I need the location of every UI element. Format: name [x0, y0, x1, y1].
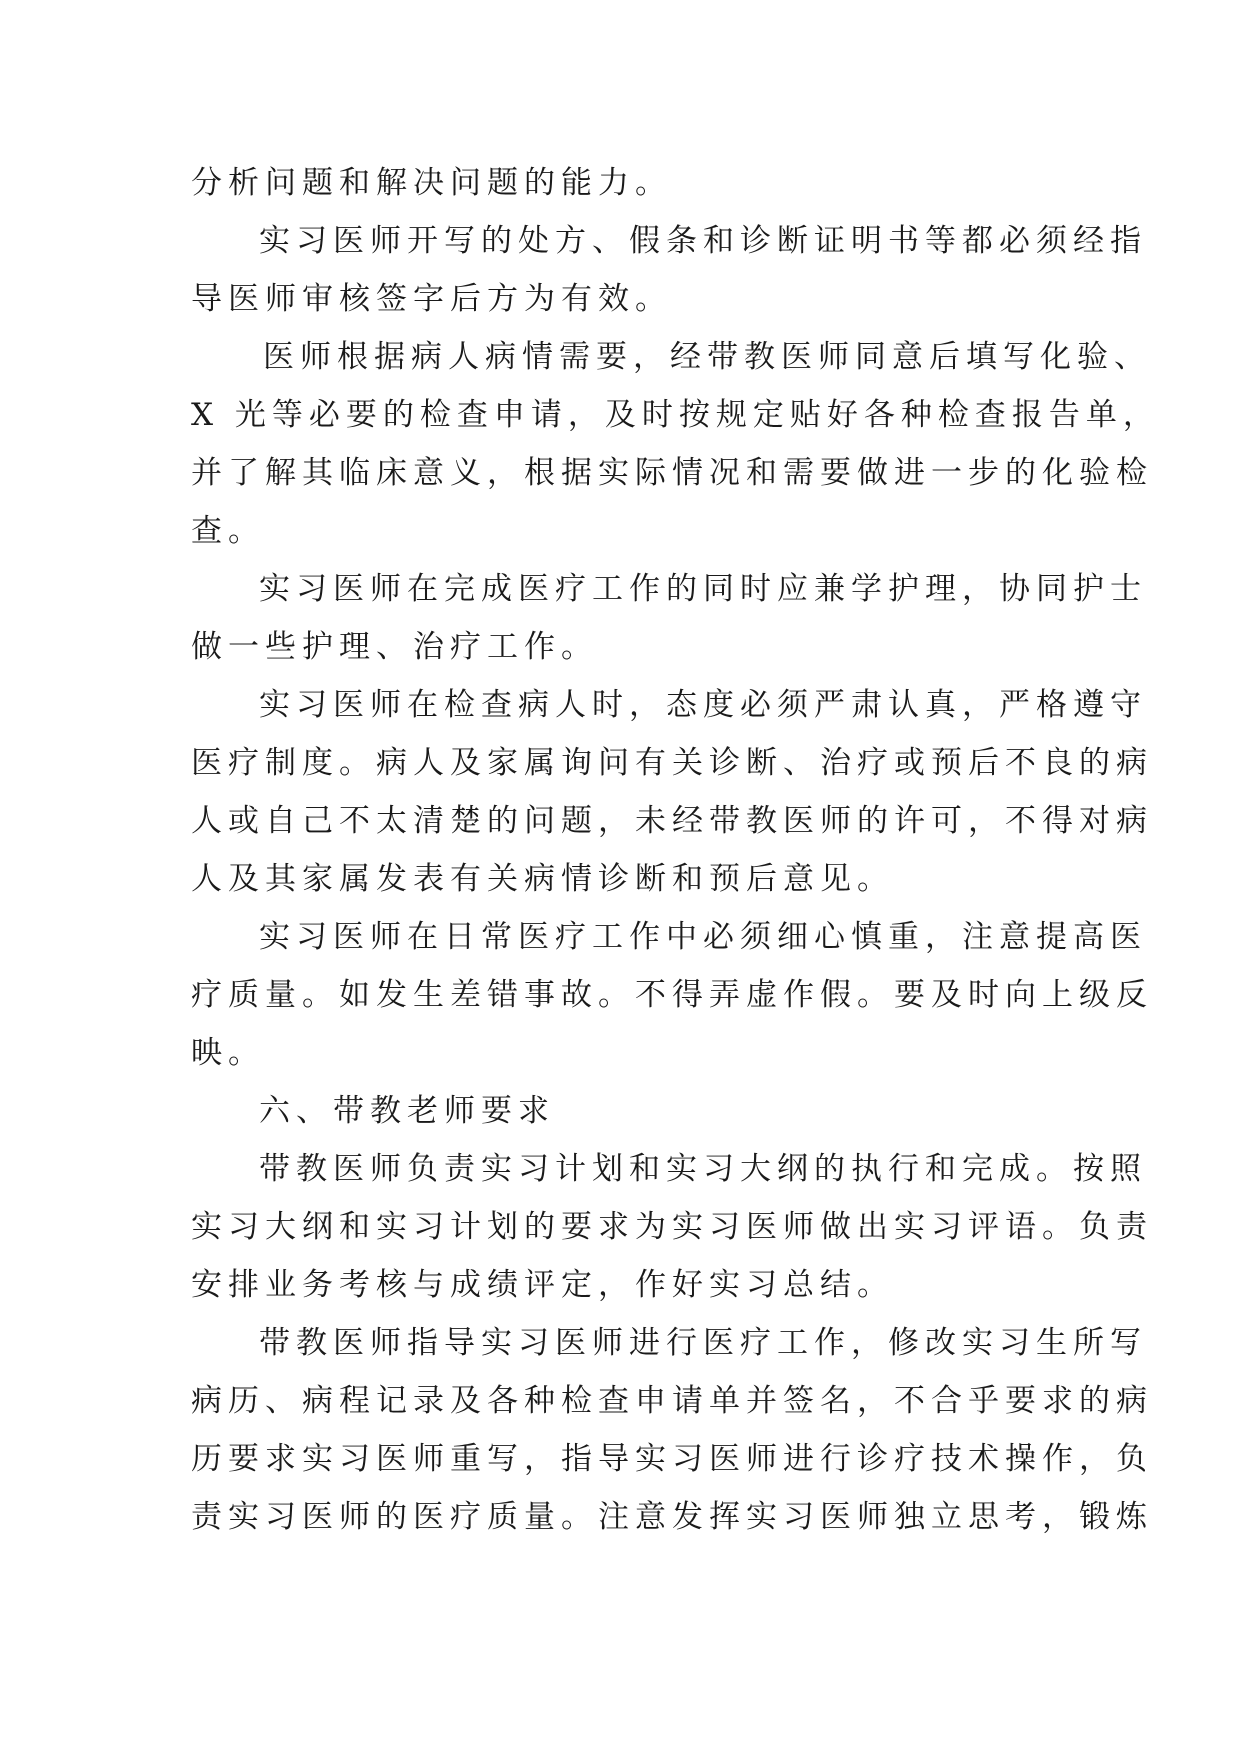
text-line: 映。 [191, 1035, 265, 1071]
text-line: 实习大纲和实习计划的要求为实习医师做出实习评语。负责 [191, 1209, 1153, 1245]
document-body [191, 154, 1160, 1546]
text-line: 病历、病程记录及各种检查申请单并签名，不合乎要求的病 [191, 1383, 1153, 1419]
section-heading: 六、带教老师要求 [259, 1093, 555, 1129]
text-line: 分析问题和解决问题的能力。 [191, 165, 672, 201]
text-line: 实习医师开写的处方、假条和诊断证明书等都必须经指 [259, 223, 1147, 259]
text-line: 实习医师在完成医疗工作的同时应兼学护理，协同护士 [259, 571, 1147, 607]
text-line: 责实习医师的医疗质量。注意发挥实习医师独立思考，锻炼 [191, 1499, 1153, 1535]
text-line: 医疗制度。病人及家属询问有关诊断、治疗或预后不良的病 [191, 745, 1153, 781]
text-line: 历要求实习医师重写，指导实习医师进行诊疗技术操作，负 [191, 1441, 1153, 1477]
text-line: 带教医师负责实习计划和实习大纲的执行和完成。按照 [259, 1151, 1147, 1187]
text-line: 查。 [191, 513, 265, 549]
text-line: 实习医师在日常医疗工作中必须细心慎重，注意提高医 [259, 919, 1147, 955]
text-line: 安排业务考核与成绩评定，作好实习总结。 [191, 1267, 894, 1303]
text-line: 带教医师指导实习医师进行医疗工作，修改实习生所写 [259, 1325, 1147, 1361]
text-line: 实习医师在检查病人时，态度必须严肃认真，严格遵守 [259, 687, 1147, 723]
text-line: X 光等必要的检查申请，及时按规定贴好各种检查报告单， [191, 397, 1160, 433]
text-line: 人及其家属发表有关病情诊断和预后意见。 [191, 861, 894, 897]
text-line: 医师根据病人病情需要，经带教医师同意后填写化验、 [263, 339, 1151, 375]
text-line: 人或自己不太清楚的问题，未经带教医师的许可，不得对病 [191, 803, 1153, 839]
text-line: 并了解其临床意义，根据实际情况和需要做进一步的化验检 [191, 455, 1153, 491]
text-line: 做一些护理、治疗工作。 [191, 629, 598, 665]
text-line: 导医师审核签字后方为有效。 [191, 281, 672, 317]
text-line: 疗质量。如发生差错事故。不得弄虚作假。要及时向上级反 [191, 977, 1153, 1013]
